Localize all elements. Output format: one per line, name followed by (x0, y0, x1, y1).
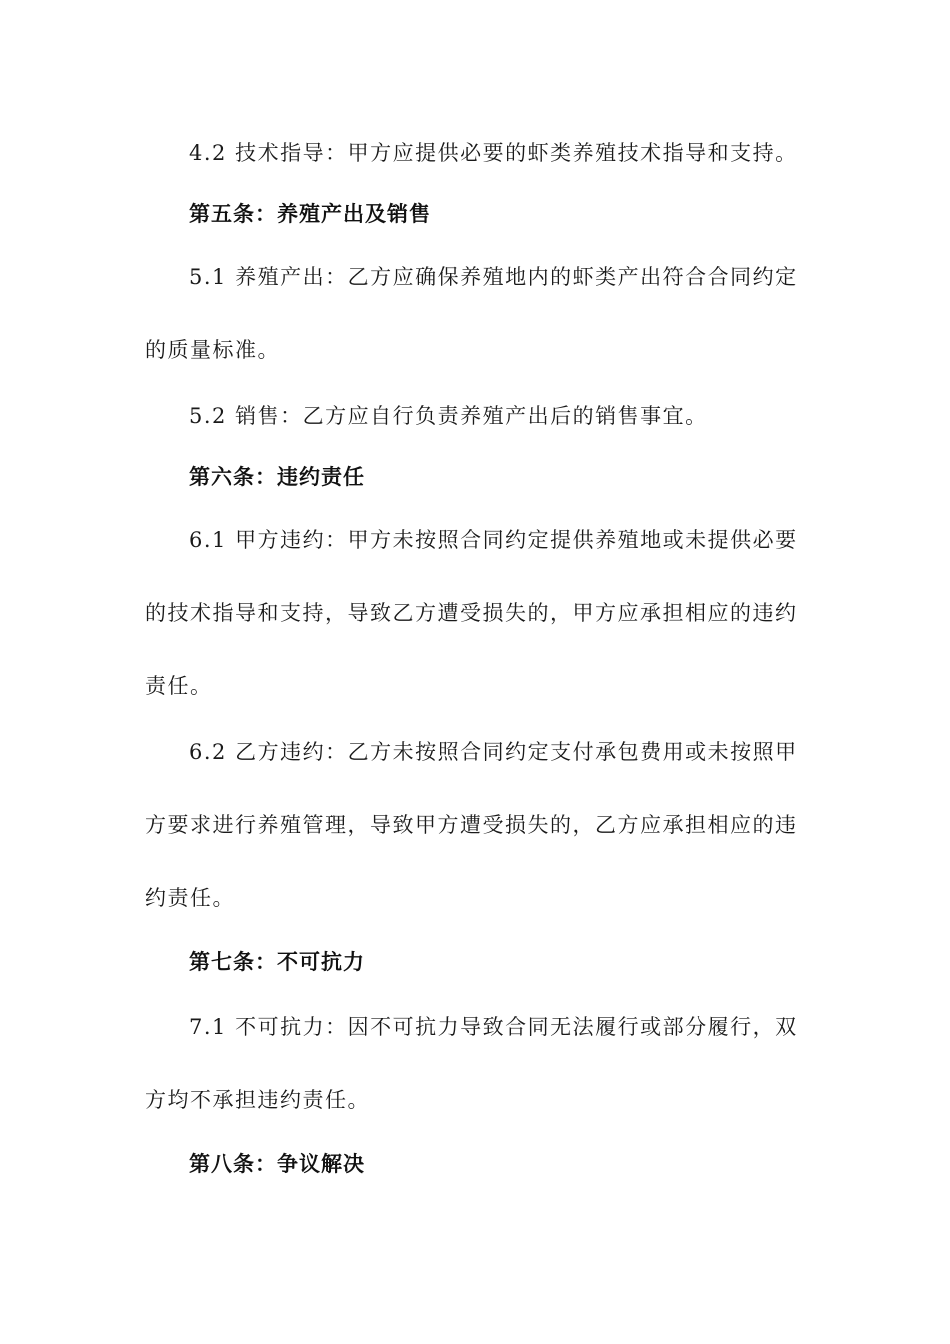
clause-6-1: 6.1 甲方违约：甲方未按照合同约定提供养殖地或未提供必要 (189, 528, 798, 552)
clause-7-1-continued: 方均不承担违约责任。 (145, 1088, 370, 1112)
clause-4-2: 4.2 技术指导：甲方应提供必要的虾类养殖技术指导和支持。 (189, 141, 798, 165)
article-8-heading: 第八条：争议解决 (189, 1152, 365, 1176)
clause-5-1: 5.1 养殖产出：乙方应确保养殖地内的虾类产出符合合同约定 (189, 265, 798, 289)
clause-6-2-continued-1: 方要求进行养殖管理，导致甲方遭受损失的，乙方应承担相应的违 (145, 813, 798, 837)
clause-6-1-continued-1: 的技术指导和支持，导致乙方遭受损失的，甲方应承担相应的违约 (145, 601, 798, 625)
clause-5-1-continued: 的质量标准。 (145, 338, 280, 362)
article-5-heading: 第五条：养殖产出及销售 (189, 202, 431, 226)
clause-6-2-continued-2: 约责任。 (145, 886, 235, 910)
clause-6-2: 6.2 乙方违约：乙方未按照合同约定支付承包费用或未按照甲 (189, 740, 798, 764)
article-6-heading: 第六条：违约责任 (189, 465, 365, 489)
clause-6-1-continued-2: 责任。 (145, 674, 213, 698)
clause-7-1: 7.1 不可抗力：因不可抗力导致合同无法履行或部分履行，双 (189, 1015, 798, 1039)
clause-5-2: 5.2 销售：乙方应自行负责养殖产出后的销售事宜。 (189, 404, 708, 428)
article-7-heading: 第七条：不可抗力 (189, 950, 365, 974)
